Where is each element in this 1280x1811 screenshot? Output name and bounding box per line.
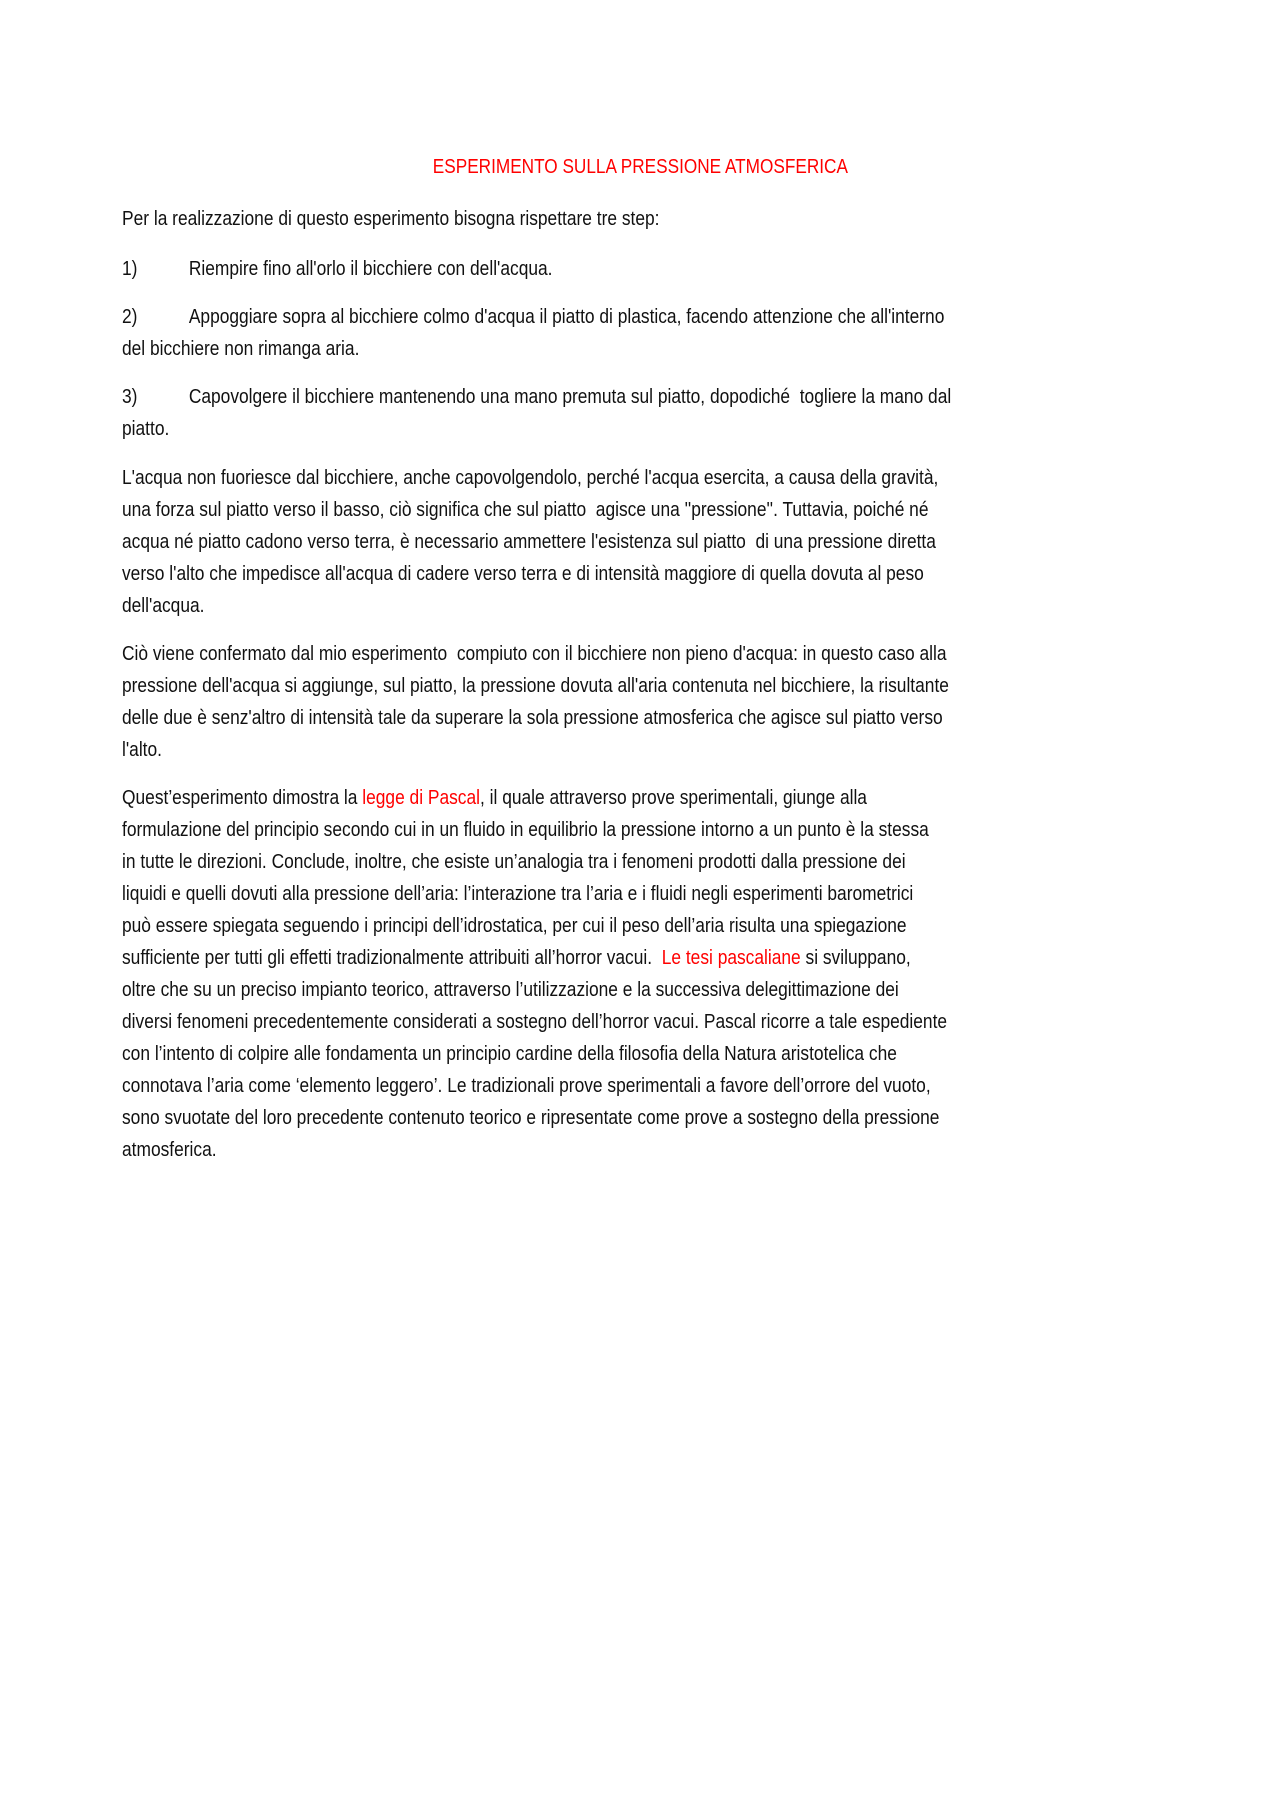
step-text: Capovolgere il bicchiere mantenendo una mano premuta sul piatto, dopodiché togliere la mano dal <box>188 386 952 408</box>
text-span: si sviluppano, <box>800 947 911 969</box>
highlight-legge-di-pascal: legge di Pascal <box>362 787 481 809</box>
document-title <box>0 156 1280 179</box>
paragraph-line: una forza sul piatto verso il basso, ciò significa che sul piatto agisce una ''pressione''. Tuttavia, poiché né <box>122 499 929 521</box>
step-text: Riempire fino all'orlo il bicchiere con dell'acqua. <box>188 258 553 280</box>
step-3-continuation: piatto. <box>122 418 170 440</box>
step-2-continuation: del bicchiere non rimanga aria. <box>122 338 360 360</box>
paragraph-line: acqua né piatto cadono verso terra, è necessario ammettere l'esistenza sul piatto di una pressione diretta <box>122 531 936 553</box>
paragraph-line: atmosferica. <box>122 1139 217 1161</box>
paragraph-line: con l’intento di colpire alle fondamenta un principio cardine della filosofia della Natura aristotelica che <box>122 1043 897 1065</box>
paragraph-line: delle due è senz'altro di intensità tale da superare la sola pressione atmosferica che agisce sul piatto verso <box>122 707 943 729</box>
paragraph-line: l'alto. <box>122 739 162 761</box>
paragraph-line: Ciò viene confermato dal mio esperimento compiuto con il bicchiere non pieno d'acqua: in questo caso alla <box>122 643 947 665</box>
title-text: ESPERIMENTO SULLA PRESSIONE ATMOSFERICA <box>432 156 848 178</box>
paragraph-line: diversi fenomeni precedentemente considerati a sostegno dell’horror vacui. Pascal ricorre a tale espediente <box>122 1011 948 1033</box>
paragraph-line <box>122 786 867 810</box>
text-span: Quest’esperimento dimostra la <box>122 787 363 809</box>
step-text: Appoggiare sopra al bicchiere colmo d'acqua il piatto di plastica, facendo attenzione che all'interno <box>188 306 945 328</box>
paragraph-line: può essere spiegata seguendo i principi dell’idrostatica, per cui il peso dell’aria risulta una spiegazione <box>122 915 907 937</box>
paragraph-line: dell'acqua. <box>122 595 205 617</box>
step-2 <box>122 305 944 329</box>
text-span: sufficiente per tutti gli effetti tradizionalmente attribuiti all’horror vacui. <box>122 947 662 969</box>
paragraph-line: pressione dell'acqua si aggiunge, sul piatto, la pressione dovuta all'aria contenuta nel bicchiere, la risultante <box>122 675 949 697</box>
paragraph-line: liquidi e quelli dovuti alla pressione dell’aria: l’interazione tra l’aria e i fluidi negli esperimenti barometrici <box>122 883 914 905</box>
paragraph-line: in tutte le direzioni. Conclude, inoltre, che esiste un’analogia tra i fenomeni prodotti dalla pressione dei <box>122 851 906 873</box>
paragraph-line: sono svuotate del loro precedente contenuto teorico e ripresentate come prove a sostegno della pressione <box>122 1107 940 1129</box>
step-number: 3) <box>122 386 138 408</box>
step-1 <box>122 257 553 281</box>
paragraph-line: oltre che su un preciso impianto teorico, attraverso l’utilizzazione e la successiva delegittimazione dei <box>122 979 899 1001</box>
text-span: , il quale attraverso prove sperimentali, giunge alla <box>480 787 867 809</box>
paragraph-line <box>122 946 911 970</box>
paragraph-line: verso l'alto che impedisce all'acqua di cadere verso terra e di intensità maggiore di quella dovuta al peso <box>122 563 924 585</box>
intro-text: Per la realizzazione di questo esperimento bisogna rispettare tre step: <box>122 208 660 230</box>
paragraph-line: L'acqua non fuoriesce dal bicchiere, anche capovolgendolo, perché l'acqua esercita, a causa della gravità, <box>122 467 939 489</box>
highlight-tesi-pascaliane: Le tesi pascaliane <box>661 947 801 969</box>
step-number: 2) <box>122 306 138 328</box>
paragraph-line: formulazione del principio secondo cui in un fluido in equilibrio la pressione intorno a un punto è la stessa <box>122 819 929 841</box>
paragraph-line: connotava l’aria come ‘elemento leggero’. Le tradizionali prove sperimentali a favore dell’orrore del vuoto, <box>122 1075 931 1097</box>
step-number: 1) <box>122 258 138 280</box>
step-3 <box>122 385 951 409</box>
